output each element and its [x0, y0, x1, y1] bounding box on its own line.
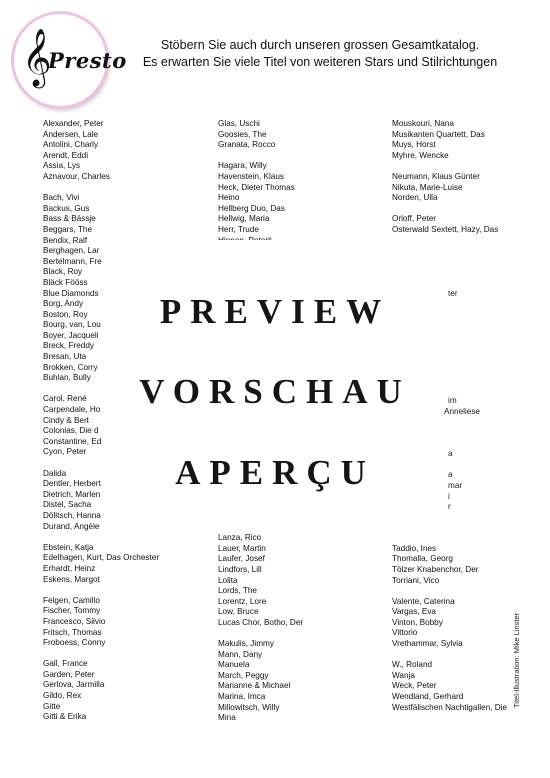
artist-group: [392, 172, 550, 204]
artist-entry: Fritsch, Thomas: [43, 627, 102, 637]
artist-entry: Orloff, Peter: [392, 214, 436, 224]
presto-logo: [14, 14, 127, 106]
artist-entry: Lolita: [218, 575, 238, 585]
artist-entry: Blue Diamonds: [43, 288, 99, 298]
artist-entry: Heino: [218, 193, 240, 203]
artist-entry: Lucas Chor, Botho, Der: [218, 617, 304, 627]
illustration-credit: Titel-Illustration: Mike Linster: [512, 612, 521, 708]
artist-group: [392, 660, 550, 713]
fragment-text: ter: [448, 289, 458, 298]
artist-entry: Edelhagen, Kurt, Das Orchester: [43, 553, 160, 563]
artist-entry: Westfälischen Nachtigallen, Die: [392, 702, 507, 712]
watermark-apercu: APERÇU: [175, 453, 375, 492]
artist-group: [392, 544, 550, 586]
fragment-text: a: [448, 470, 453, 479]
watermark-vorschau: VORSCHAU: [139, 372, 411, 411]
artist-entry: Bläck Fööss: [43, 277, 88, 287]
artist-entry: Weck, Peter: [392, 681, 437, 691]
artist-entry: Laufer, Josef: [218, 554, 265, 564]
artist-group: [392, 597, 550, 650]
artist-entry: Boyer, Jacqueli: [43, 330, 99, 340]
artist-entry: Nikuta, Marie-Luise: [392, 182, 463, 192]
artist-entry: Mouskouri, Nana: [392, 119, 454, 128]
artist-entry: Antolini, Charly: [43, 140, 99, 150]
artist-entry: Granata, Rocco: [218, 140, 276, 150]
artist-entry: Taddio, Ines: [392, 543, 437, 553]
artist-entry: Bresan, Uta: [43, 352, 87, 362]
artist-entry: Makulis, Jimmy: [218, 639, 274, 649]
artist-entry: Valente, Caterina: [392, 596, 455, 606]
artist-entry: Neumann, Klaus Günter: [392, 171, 480, 181]
artist-entry: Bertelmann, Fre: [43, 256, 102, 266]
artist-entry: Norden, Ulla: [392, 193, 438, 203]
artist-entry: Vrethammar, Sylvia: [392, 639, 463, 649]
artist-entry: Distel, Sacha: [43, 500, 92, 510]
artist-entry: Thomalla, Georg: [392, 554, 453, 564]
artist-entry: Constantine, Ed: [43, 436, 102, 446]
fragment-text: a: [448, 449, 453, 458]
artist-entry: Lanza, Rico: [218, 533, 262, 543]
artist-group: [218, 161, 383, 246]
artist-entry: Gitte: [43, 701, 61, 711]
artist-entry: Dölitsch, Hanna: [43, 510, 101, 520]
artist-entry: Assia, Lys: [43, 161, 81, 171]
artist-entry: Marina, Imca: [218, 692, 266, 702]
artist-entry: Hellwig, Maria: [218, 214, 270, 224]
artist-entry: Hellberg Duo, Das: [218, 203, 285, 213]
artist-entry: Dietrich, Marlen: [43, 489, 101, 499]
artist-entry: Dentler, Herbert: [43, 479, 101, 489]
logo-text: Presto: [48, 48, 127, 73]
artist-entry: Tölzer Knabenchor, Der: [392, 564, 479, 574]
artist-entry: Durand, Angèle: [43, 521, 100, 531]
artist-group: [43, 543, 208, 585]
artist-entry: Gerlova, Jarmilla: [43, 680, 105, 690]
artist-group: [43, 596, 208, 649]
artist-entry: Arendt, Eddi: [43, 150, 89, 160]
artist-entry: Beggars, The: [43, 224, 93, 234]
artist-entry: Gall, France: [43, 659, 88, 669]
fragment-text: mar: [448, 481, 463, 490]
artist-entry: Mina: [218, 713, 236, 723]
artist-entry: Bach, Vivi: [43, 193, 80, 203]
artist-entry: Berghagen, Lar: [43, 246, 100, 256]
artist-entry: Myhre, Wencke: [392, 150, 449, 160]
watermark-preview: PREVIEW: [159, 292, 391, 331]
artist-entry: Borg, Andy: [43, 299, 84, 309]
artist-group: [218, 119, 383, 151]
artist-entry: Marianne & Michael: [218, 681, 291, 691]
artist-entry: Wendland, Gerhard: [392, 692, 464, 702]
artist-entry: Ebstein, Katja: [43, 542, 94, 552]
artist-entry: Erhardt, Heinz: [43, 563, 96, 573]
artist-entry: Francesco, Silvio: [43, 616, 106, 626]
treble-clef-icon: 𝄞: [22, 28, 52, 86]
artist-entry: March, Peggy: [218, 670, 269, 680]
artist-entry: Hagara, Willy: [218, 161, 267, 171]
artist-entry: Colonias, Die d: [43, 426, 99, 436]
artist-entry: Garden, Peter: [43, 669, 95, 679]
artist-entry: Bass & Bässje: [43, 214, 96, 224]
artist-entry: Bourg, van, Lou: [43, 320, 101, 330]
artist-entry: Froboess, Conny: [43, 638, 106, 648]
artist-entry: Fischer, Tommy: [43, 606, 101, 616]
artist-group: [392, 119, 550, 161]
artist-entry: Vinton, Bobby: [392, 617, 443, 627]
artist-entry: Muys, Horst: [392, 140, 436, 150]
artist-entry: Gitti & Erika: [43, 712, 87, 722]
artist-entry: Havenstein, Klaus: [218, 171, 284, 181]
artist-group: [218, 533, 383, 628]
artist-entry: Cindy & Bert: [43, 415, 89, 425]
artist-entry: Glas, Uschi: [218, 119, 260, 128]
catalog-header: [110, 37, 530, 71]
artist-entry: Boston, Roy: [43, 309, 88, 319]
artist-entry: Manuela: [218, 660, 250, 670]
fragment-text: im: [448, 396, 457, 405]
artist-entry: Dalida: [43, 468, 67, 478]
artist-entry: Felgen, Camillo: [43, 595, 100, 605]
artist-entry: Black, Roy: [43, 267, 83, 277]
artist-entry: Brokken, Corry: [43, 362, 98, 372]
artist-group: [392, 214, 550, 235]
artist-entry: Lauer, Martin: [218, 543, 266, 553]
artist-group: [43, 119, 208, 183]
artist-entry: Musikanten Quartett, Das: [392, 129, 485, 139]
header-line-2: Es erwarten Sie viele Titel von weiteren Stars und Stilrichtungen: [142, 55, 498, 69]
artist-entry: Lords, The: [218, 586, 257, 596]
artist-entry: Carpendale, Ho: [43, 405, 101, 415]
artist-entry: Vargas, Eva: [392, 607, 436, 617]
artist-entry: Mann, Dany: [218, 649, 263, 659]
fragment-text: Anneliese: [444, 407, 480, 416]
artist-entry: Herr, Trude: [218, 224, 259, 234]
artist-entry: Backus, Gus: [43, 203, 90, 213]
artist-group: [218, 639, 383, 724]
artist-entry: Buhlan, Bully: [43, 373, 91, 383]
fragment-text: r: [448, 502, 451, 511]
artist-entry: Breck, Freddy: [43, 341, 94, 351]
fragment-text: i: [448, 492, 450, 501]
artist-entry: Gildo, Rex: [43, 691, 82, 701]
artist-entry: Lindfors, Lill: [218, 564, 262, 574]
artist-entry: Aznavour, Charles: [43, 171, 110, 181]
artist-entry: Lorentz, Lore: [218, 596, 267, 606]
artist-entry: Wanja: [392, 670, 415, 680]
header-line-1: Stöbern Sie auch durch unseren grossen Gesamtkatalog.: [160, 38, 480, 52]
artist-entry: Vittorio: [392, 628, 418, 638]
artist-entry: Goosies, The: [218, 129, 267, 139]
artist-entry: Cyon, Peter: [43, 447, 87, 457]
artist-entry: Low, Bruce: [218, 607, 259, 617]
artist-entry: Carol, René: [43, 394, 87, 404]
artist-entry: W., Roland: [392, 660, 433, 670]
artist-group: [43, 659, 208, 723]
artist-entry: Heck, Dieter Thomas: [218, 182, 295, 192]
artist-entry: Alexander, Peter: [43, 119, 104, 128]
artist-entry: Bendix, Ralf: [43, 235, 88, 245]
artist-entry: Andersen, Lale: [43, 129, 99, 139]
artist-entry: Osterwald Sextett, Hazy, Das: [392, 224, 499, 234]
artist-entry: Torriani, Vico: [392, 575, 440, 585]
artist-entry: Eskens, Margot: [43, 574, 100, 584]
artist-entry: Millowitsch, Willy: [218, 702, 280, 712]
